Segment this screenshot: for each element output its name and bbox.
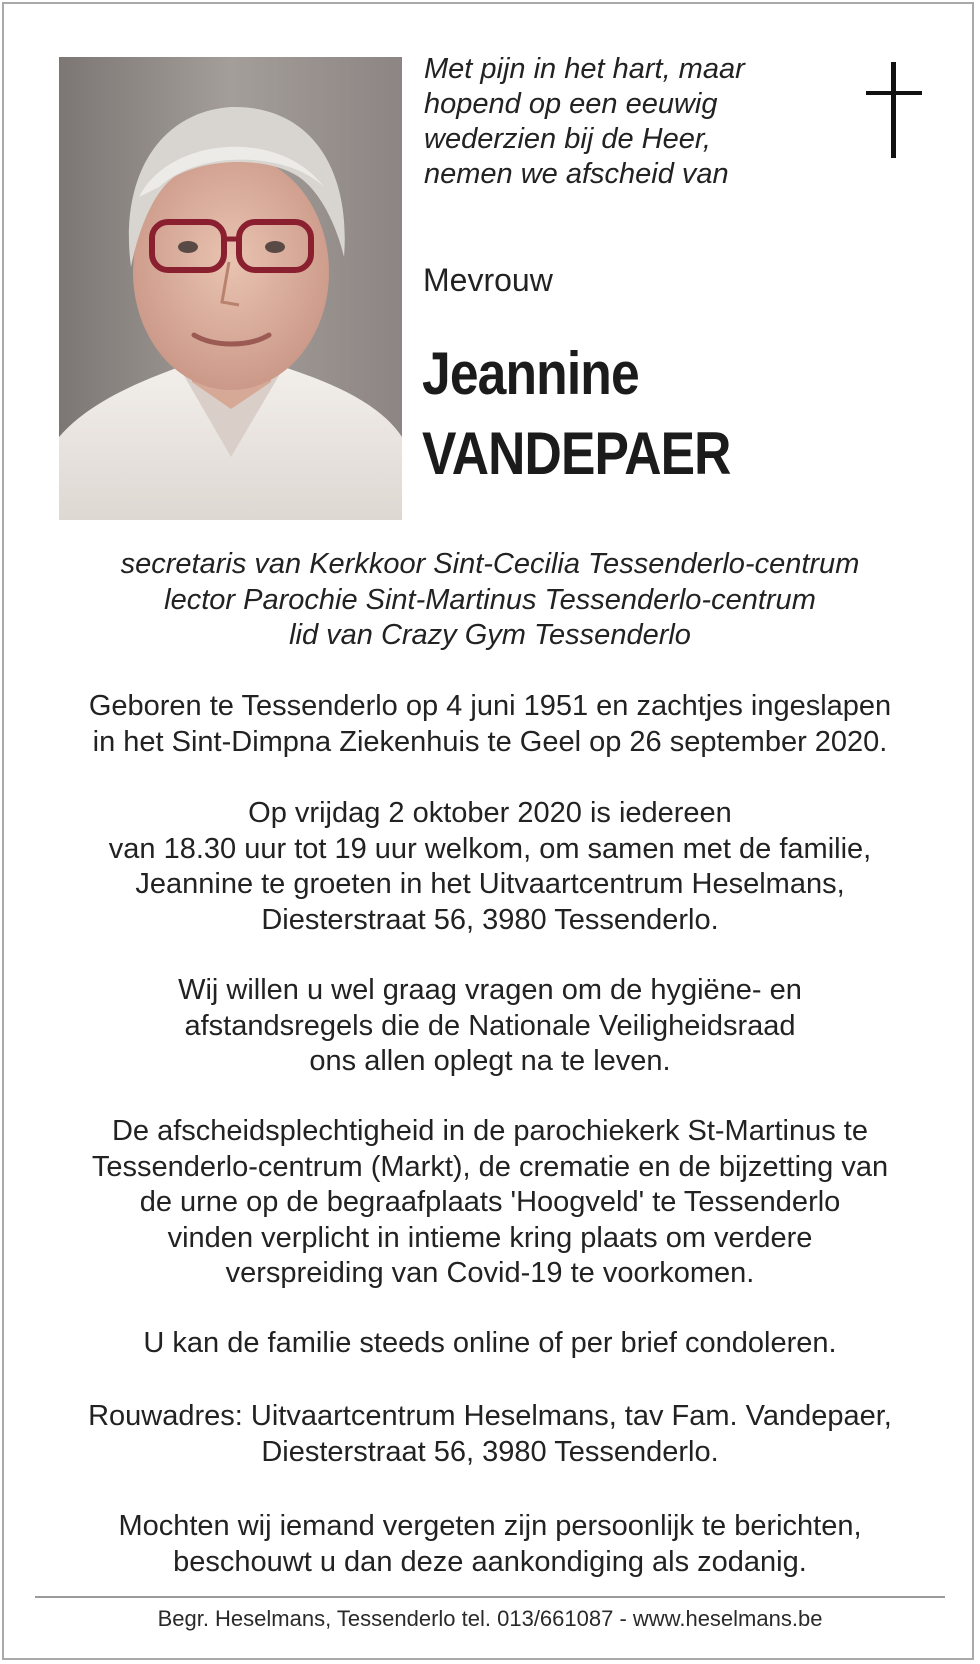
visitation-paragraph (40, 796, 940, 938)
hygiene-paragraph (40, 973, 940, 1080)
text-line: de urne op de begraafplaats 'Hoogveld' te Tessenderlo (139, 1186, 841, 1218)
first-name: Jeannine (422, 340, 639, 407)
text-line: ons allen oplegt na te leven. (309, 1045, 671, 1077)
intro-verse (424, 52, 844, 192)
text-line: Diesterstraat 56, 3980 Tessenderlo. (261, 1435, 719, 1468)
text-line: Tessenderlo-centrum (Markt), de crematie en de bijzetting van (91, 1150, 889, 1183)
condolence-paragraph (40, 1326, 940, 1362)
text-line: Rouwadres: Uitvaartcentrum Heselmans, tav Fam. Vandepaer, (88, 1400, 892, 1432)
roles-list (40, 547, 940, 654)
role-line: secretaris van Kerkkoor Sint-Cecilia Tessenderlo-centrum (120, 548, 860, 580)
intro-line: wederzien bij de Heer, (424, 123, 711, 155)
intro-line: Met pijn in het hart, maar (424, 53, 745, 85)
role-line: lid van Crazy Gym Tessenderlo (289, 619, 691, 651)
text-line: U kan de familie steeds online of per brief condoleren. (143, 1327, 837, 1359)
last-name: VANDEPAER (422, 420, 731, 487)
ceremony-paragraph (40, 1114, 940, 1292)
text-line: afstandsregels die de Nationale Veiligheidsraad (184, 1009, 796, 1042)
text-line: verspreiding van Covid-19 te voorkomen. (225, 1257, 755, 1289)
mourning-address-paragraph (40, 1399, 940, 1470)
closing-paragraph (40, 1509, 940, 1580)
text-line: beschouwt u dan deze aankondiging als zodanig. (173, 1545, 807, 1578)
birth-death-paragraph (40, 689, 940, 760)
role-line: lector Parochie Sint-Martinus Tessenderlo-centrum (164, 583, 816, 616)
text-line: Geboren te Tessenderlo op 4 juni 1951 en zachtjes ingeslapen (88, 690, 892, 722)
intro-line: nemen we afscheid van (424, 158, 729, 190)
text-line: Jeannine te groeten in het Uitvaartcentrum Heselmans, (135, 868, 845, 900)
text-line: van 18.30 uur tot 19 uur welkom, om samen met de familie, (108, 832, 872, 865)
text-line: Mochten wij iemand vergeten zijn persoonlijk te berichten, (118, 1510, 862, 1542)
text-line: vinden verplicht in intieme kring plaats om verdere (167, 1221, 813, 1254)
funeral-home-footer: Begr. Heselmans, Tessenderlo tel. 013/661087 - www.heselmans.be (157, 1606, 823, 1631)
salutation: Mevrouw (423, 262, 553, 298)
portrait-photo (59, 57, 402, 520)
intro-line: hopend op een eeuwig (424, 88, 718, 120)
text-line: Wij willen u wel graag vragen om de hygiëne- en (178, 974, 802, 1006)
deceased-name (422, 334, 731, 494)
text-line: De afscheidsplechtigheid in de parochiekerk St-Martinus te (111, 1115, 868, 1147)
footer-divider (35, 1596, 945, 1598)
cross-icon (866, 62, 922, 158)
text-line: Diesterstraat 56, 3980 Tessenderlo. (261, 903, 719, 936)
text-line: in het Sint-Dimpna Ziekenhuis te Geel op 26 september 2020. (92, 725, 888, 758)
text-line: Op vrijdag 2 oktober 2020 is iedereen (248, 797, 732, 829)
